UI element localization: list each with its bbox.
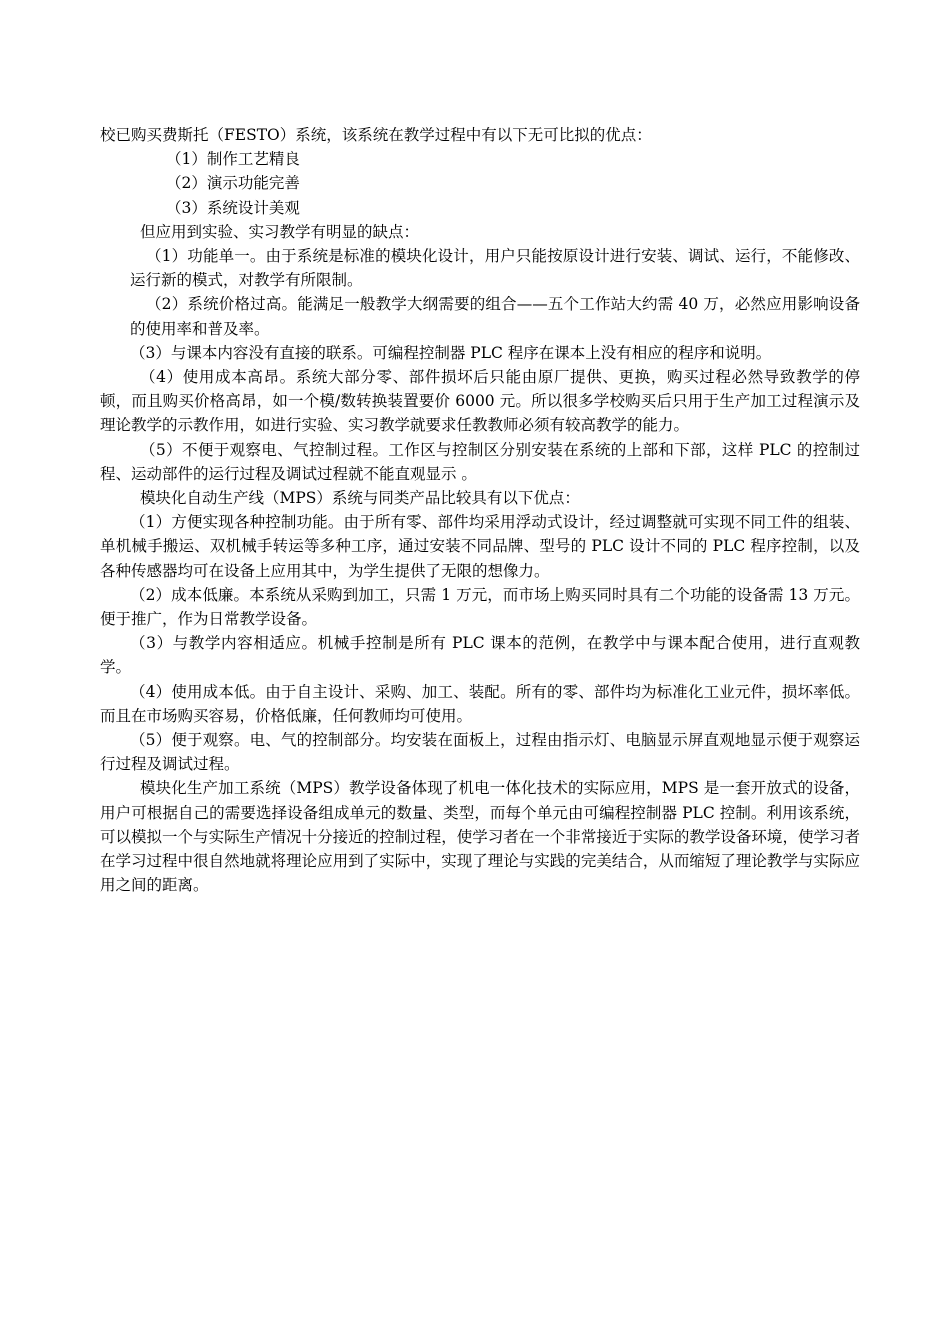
list-item-advantage-1: （1）制作工艺精良: [166, 150, 300, 169]
list-item-mps-advantage-4: （4）使用成本低。由于自主设计、采购、加工、装配。所有的零、部件均为标准化工业元件，损坏率低。而且在市场购买容易，价格低廉，任何教师均可使用。: [100, 682, 860, 725]
document-body: [100, 123, 860, 898]
list-item-disadvantage-5: （5）不便于观察电、气控制过程。工作区与控制区分别安装在系统的上部和下部，这样 PLC 的控制过程、运动部件的运行过程及调试过程就不能直观显示 。: [100, 440, 860, 483]
list-item-advantage-2: （2）演示功能完善: [166, 174, 300, 193]
paragraph-intro: 校已购买费斯托（FESTO）系统，该系统在教学过程中有以下无可比拟的优点：: [100, 126, 652, 144]
list-item-mps-advantage-3: （3）与教学内容相适应。机械手控制是所有 PLC 课本的范例，在教学中与课本配合使用，进行直观教学。: [100, 634, 860, 677]
list-item-disadvantage-4: （4）使用成本高昂。系统大部分零、部件损坏后只能由原厂提供、更换，购买过程必然导致教学的停顿，而且购买价格高昂，如一个模/数转换装置要价 6000 元。所以很多学校购买后只用于生产加工过程演示及理论教学的示教作用，如进行实验、实习教学就要求任教教师必须有较高教学的能力。: [100, 368, 860, 435]
list-item-disadvantage-3: （3）与课本内容没有直接的联系。可编程控制器 PLC 程序在课本上没有相应的程序和说明。: [130, 343, 772, 362]
list-item-mps-advantage-1: （1）方便实现各种控制功能。由于所有零、部件均采用浮动式设计，经过调整就可实现不同工件的组装、单机械手搬运、双机械手转运等多种工序，通过安装不同品牌、型号的 PLC 设计不同的 PLC 程序控制，以及各种传感器均可在设备上应用其中，为学生提供了无限的想像力。: [100, 513, 860, 580]
paragraph-conclusion: 模块化生产加工系统（MPS）教学设备体现了机电一体化技术的实际应用，MPS 是一套开放式的设备，用户可根据自己的需要选择设备组成单元的数量、类型，而每个单元由可编程控制器 PLC 控制。利用该系统，可以模拟一个与实际生产情况十分接近的控制过程，使学习者在一个非常接近于实际的教学设备环境，使学习者在学习过程中很自然地就将理论应用到了实际中，实现了理论与实践的完美结合，从而缩短了理论教学与实际应用之间的距离。: [100, 779, 860, 895]
list-item-advantage-3: （3）系统设计美观: [166, 198, 300, 217]
list-item-disadvantage-1: （1）功能单一。由于系统是标准的模块化设计，用户只能按原设计进行安装、调试、运行，不能修改、运行新的模式，对教学有所限制。: [130, 247, 860, 290]
list-item-disadvantage-2: （2）系统价格过高。能满足一般教学大纲需要的组合——五个工作站大约需 40 万，必然应用影响设备的使用率和普及率。: [130, 295, 860, 338]
paragraph-disadvantages-heading: 但应用到实验、实习教学有明显的缺点：: [140, 222, 420, 241]
list-item-mps-advantage-2: （2）成本低廉。本系统从采购到加工，只需 1 万元，而市场上购买同时具有二个功能的设备需 13 万元。便于推广，作为日常教学设备。: [100, 585, 860, 629]
paragraph-mps-advantages-heading: 模块化自动生产线（MPS）系统与同类产品比较具有以下优点：: [140, 489, 580, 508]
list-item-mps-advantage-5: （5）便于观察。电、气的控制部分。均安装在面板上，过程由指示灯、电脑显示屏直观地显示便于观察运行过程及调试过程。: [100, 731, 860, 774]
